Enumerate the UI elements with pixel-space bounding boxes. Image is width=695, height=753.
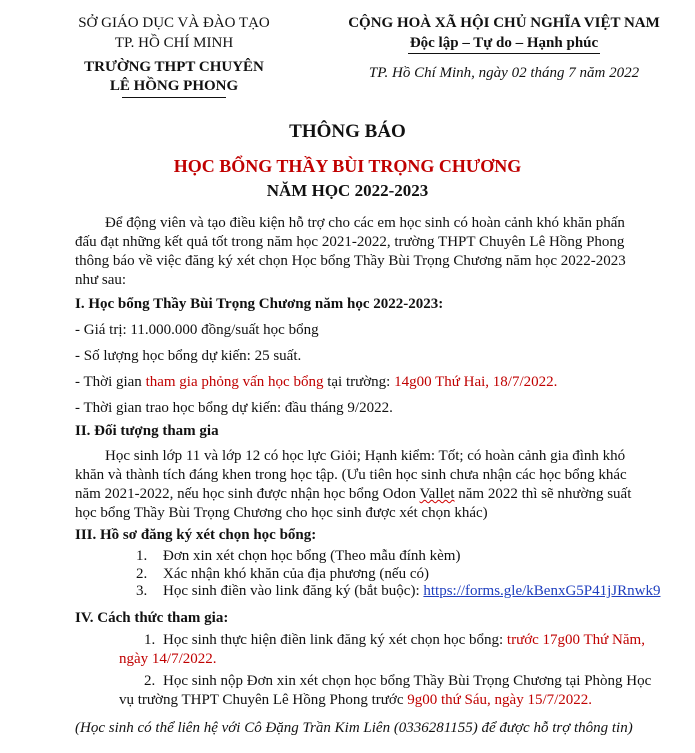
school-name-line1: TRƯỜNG THPT CHUYÊN [84, 59, 264, 75]
school-year: NĂM HỌC 2022-2023 [266, 181, 429, 200]
odon-vallet-word: Vallet [419, 486, 455, 502]
step-2-line2 [119, 690, 592, 710]
doc-item-2-num: 2. [136, 566, 148, 582]
interview-label: tham gia phỏng vấn học bổng [145, 374, 324, 390]
step-2-line1: Học sinh nộp Đơn xin xét chọn học bổng Thầy Bùi Trọng Chương tại Phòng Học [163, 673, 652, 689]
step-2-text: vụ trường THPT Chuyên Lê Hồng Phong trước [119, 692, 408, 708]
school-name-line2: LÊ HỒNG PHONG [109, 78, 239, 94]
issue-date: TP. Hồ Chí Minh, ngày 02 tháng 7 năm 2022 [368, 65, 640, 81]
doc-item-3 [163, 581, 660, 601]
interview-time [75, 372, 557, 392]
section-4-heading: IV. Cách thức tham gia: [75, 610, 229, 626]
step-1-line1 [163, 630, 645, 650]
award-time: - Thời gian trao học bổng dự kiến: đầu tháng 9/2022. [75, 400, 393, 416]
national-motto: Độc lập – Tự do – Hạnh phúc [409, 35, 599, 51]
contact-note: (Học sinh có thể liên hệ với Cô Đặng Trần Kim Liên (0336281155) để được hỗ trợ thông tin) [75, 720, 633, 736]
eligibility-line-3-tail: năm 2022 thì sẽ nhường suất [454, 486, 632, 502]
section-2-heading: II. Đối tượng tham gia [75, 423, 219, 439]
registration-link[interactable]: https://forms.gle/kBenxG5P41jJRnwk9 [423, 583, 661, 599]
eligibility-line-3-head: năm 2021-2022, nếu học sinh được nhận học bổng Odon [75, 486, 420, 502]
scholarship-value: - Giá trị: 11.000.000 đồng/suất học bổng [75, 322, 319, 338]
doc-item-3-text: Học sinh điền vào link đăng ký (bắt buộc): [163, 583, 424, 599]
scholarship-quantity: - Số lượng học bổng dự kiến: 25 suất. [75, 348, 302, 364]
country-name: CỘNG HOÀ XÃ HỘI CHỦ NGHĨA VIỆT NAM [348, 15, 660, 31]
doc-item-2-text: Xác nhận khó khăn của địa phương (nếu có) [163, 566, 429, 582]
eligibility-line-1: Học sinh lớp 11 và lớp 12 có học lực Giỏi; Hạnh kiểm: Tốt; có hoàn cảnh gia đình khó [105, 448, 626, 464]
doc-item-1-text: Đơn xin xét chọn học bổng (Theo mẫu đính kèm) [163, 548, 461, 564]
doc-item-3-num: 3. [136, 583, 148, 599]
eligibility-line-4: học bổng Thầy Bùi Trọng Chương cho học sinh được xét chọn khác) [75, 505, 488, 521]
school-underline [122, 97, 226, 98]
step-2-deadline: 9g00 thứ Sáu, ngày 15/7/2022. [407, 692, 593, 708]
intro-line-1: Để động viên và tạo điều kiện hỗ trợ cho các em học sinh có hoàn cảnh khó khăn phấn [105, 215, 625, 231]
step-1-deadline-date: ngày 14/7/2022. [119, 651, 217, 667]
step-2-num: 2. [144, 673, 156, 689]
interview-mid: tại trường: [323, 374, 395, 390]
notice-title: THÔNG BÁO [289, 121, 406, 142]
eligibility-line-2: khăn và thành tích đáng khen trong học tập. (Ưu tiên học sinh chưa nhận các học bổng khác [75, 467, 627, 483]
department-name: SỞ GIÁO DỤC VÀ ĐÀO TẠO [78, 15, 270, 31]
step-1-num: 1. [144, 632, 156, 648]
step-1-text: Học sinh thực hiện điền link đăng ký xét chọn học bổng: [163, 632, 507, 648]
intro-line-4: như sau: [75, 272, 127, 288]
eligibility-line-3 [75, 484, 631, 504]
motto-underline [408, 53, 600, 54]
step-1-deadline: trước 17g00 Thứ Năm, [506, 632, 645, 648]
intro-line-2: đấu đạt những kết quả tốt trong năm học 2021-2022, trường THPT Chuyên Lê Hồng Phong [75, 234, 625, 250]
section-1-heading: I. Học bổng Thầy Bùi Trọng Chương năm học 2022-2023: [75, 296, 444, 312]
interview-date: 14g00 Thứ Hai, 18/7/2022. [394, 374, 558, 390]
intro-line-3: thông báo về việc đăng ký xét chọn Học bổng Thầy Bùi Trọng Chương năm học 2022-2023 [75, 253, 626, 269]
section-3-heading: III. Hồ sơ đăng ký xét chọn học bổng: [75, 527, 317, 543]
scholarship-title: HỌC BỔNG THẦY BÙI TRỌNG CHƯƠNG [173, 156, 522, 176]
interview-prefix: - Thời gian [75, 374, 146, 390]
doc-item-1-num: 1. [136, 548, 148, 564]
city-name: TP. HỒ CHÍ MINH [114, 35, 234, 51]
